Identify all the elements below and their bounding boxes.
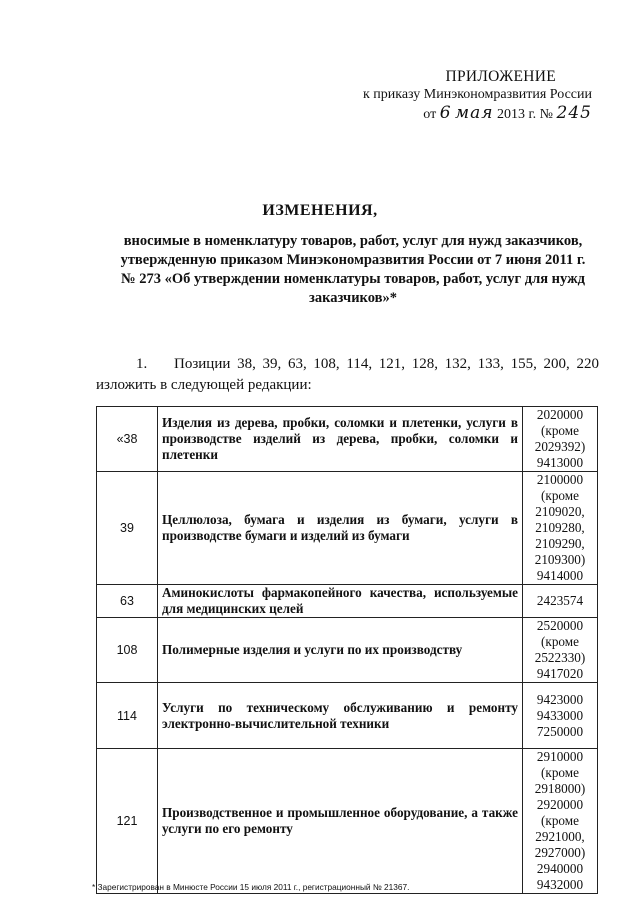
date-year: 2013 г. № bbox=[497, 107, 554, 122]
okp-code: 9433000 bbox=[536, 707, 584, 723]
position-name: Полимерные изделия и услуги по их производству bbox=[158, 618, 523, 683]
position-codes bbox=[523, 407, 598, 472]
okp-code: 9414000 bbox=[536, 568, 584, 583]
okp-code: 7250000 bbox=[536, 723, 584, 739]
okp-code: 9417020 bbox=[536, 666, 584, 681]
table-row bbox=[97, 472, 598, 585]
okp-code: 2109300) bbox=[534, 552, 586, 567]
position-codes bbox=[523, 472, 598, 585]
position-number: «38 bbox=[97, 407, 158, 472]
position-number: 121 bbox=[97, 749, 158, 894]
position-name: Производственное и промышленное оборудование, а также услуги по его ремонту bbox=[158, 749, 523, 894]
okp-code: 2029392) bbox=[534, 439, 586, 454]
position-number: 39 bbox=[97, 472, 158, 585]
okp-code: 9423000 bbox=[536, 691, 584, 707]
document-title: ИЗМЕНЕНИЯ, bbox=[262, 202, 378, 219]
okp-code: (кроме bbox=[541, 423, 579, 438]
document-subtitle: вносимые в номенклатуру товаров, работ, услуг для нужд заказчиков, утвержденную приказом Минэкономразвития России от 7 июня 2011 г. № 273 «Об утверждении номенклатуры товаров, работ, услуг для нужд заказчиков»* bbox=[120, 233, 586, 306]
okp-code: 9413000 bbox=[536, 455, 584, 470]
position-name: Аминокислоты фармакопейного качества, используемые для медицинских целей bbox=[158, 585, 523, 618]
okp-code: (кроме bbox=[541, 634, 579, 649]
item-text: Позиции 38, 39, 63, 108, 114, 121, 128, 132, 133, 155, 200, 220 изложить в следующей редакции: bbox=[96, 356, 599, 393]
table-row bbox=[97, 585, 598, 618]
table-row bbox=[97, 749, 598, 894]
okp-code: 9432000 bbox=[536, 877, 584, 892]
position-name: Услуги по техническому обслуживанию и ремонту электронно-вычислительной техники bbox=[158, 683, 523, 749]
handwritten-month: мая bbox=[455, 103, 494, 123]
okp-code: 2109290, bbox=[535, 536, 585, 551]
position-codes bbox=[523, 749, 598, 894]
okp-code: 2423574 bbox=[536, 593, 584, 608]
position-name: Целлюлоза, бумага и изделия из бумаги, услуги в производстве бумаги и изделий из бумаги bbox=[158, 472, 523, 585]
okp-code: 2520000 bbox=[536, 618, 584, 633]
okp-code: 2940000 bbox=[536, 861, 584, 876]
positions-table bbox=[96, 406, 598, 894]
okp-code: 2921000, bbox=[535, 829, 585, 844]
position-number: 108 bbox=[97, 618, 158, 683]
order-date-line bbox=[363, 104, 592, 124]
okp-code: (кроме bbox=[541, 765, 579, 780]
okp-code: 2918000) bbox=[534, 781, 586, 796]
paragraph-item-1 bbox=[96, 354, 599, 396]
handwritten-day: 6 bbox=[439, 103, 452, 123]
appendix-header bbox=[363, 68, 592, 124]
okp-code: 2920000 bbox=[536, 797, 584, 812]
table-row bbox=[97, 618, 598, 683]
position-codes bbox=[523, 618, 598, 683]
position-codes bbox=[523, 585, 598, 618]
okp-code: 2910000 bbox=[536, 749, 584, 764]
footnote: * Зарегистрирован в Минюсте России 15 июля 2011 г., регистрационный № 21367. bbox=[92, 882, 410, 892]
appendix-title: ПРИЛОЖЕНИЕ bbox=[445, 68, 556, 85]
okp-code: 2100000 bbox=[536, 472, 584, 487]
okp-code: 2522330) bbox=[534, 650, 586, 665]
okp-code: (кроме bbox=[541, 488, 579, 503]
position-number: 114 bbox=[97, 683, 158, 749]
table-row bbox=[97, 683, 598, 749]
table-row bbox=[97, 407, 598, 472]
date-prefix: от bbox=[423, 107, 437, 122]
okp-code: 2109020, bbox=[535, 504, 585, 519]
handwritten-order-number: 245 bbox=[556, 103, 592, 123]
okp-code: 2020000 bbox=[536, 407, 584, 422]
order-reference: к приказу Минэкономразвития России bbox=[362, 87, 592, 102]
okp-code: 2109280, bbox=[535, 520, 585, 535]
okp-code: (кроме bbox=[541, 813, 579, 828]
position-number: 63 bbox=[97, 585, 158, 618]
position-codes bbox=[523, 683, 598, 749]
item-number: 1. bbox=[136, 356, 148, 372]
okp-code: 2927000) bbox=[534, 845, 586, 860]
position-name: Изделия из дерева, пробки, соломки и плетенки, услуги в производстве изделий из дерева, пробки, соломки и плетенки bbox=[158, 407, 523, 472]
